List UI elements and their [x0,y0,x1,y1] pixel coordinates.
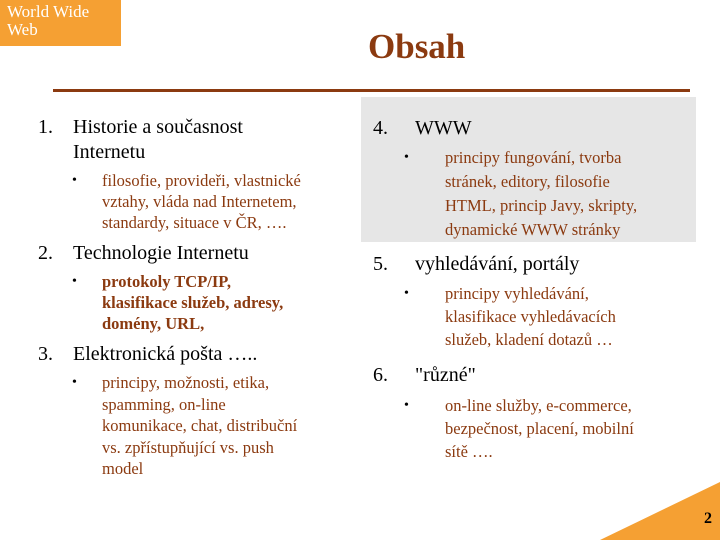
bullet-icon: • [404,286,409,301]
bullet-icon: • [404,150,409,165]
sub-line: stránek, editory, filosofie [445,172,610,191]
sub-line: principy, možnosti, etika, [102,373,270,392]
sub-line: model [102,459,144,478]
item-heading: "různé" [415,364,476,386]
item-heading: Technologie Internetu [73,242,249,264]
sub-line: protokoly TCP/IP, [102,272,231,291]
logo-line-1: World Wide [7,2,90,21]
item-number: 1. [38,116,53,138]
sub-line: principy fungování, tvorba [445,148,622,167]
sub-line: filosofie, provideři, vlastnické [102,171,301,190]
bullet-icon: • [72,375,77,390]
sub-line: sítě …. [445,442,493,461]
item-number: 5. [373,253,388,275]
logo-line-2: Web [7,20,38,39]
item-number: 3. [38,343,53,365]
sub-line: on-line služby, e-commerce, [445,396,632,415]
page-title: Obsah [368,27,466,66]
bullet-icon: • [72,173,77,188]
sub-line: spamming, on-line [102,395,226,414]
sub-line: HTML, princip Javy, skripty, [445,196,638,215]
logo-box [0,0,121,46]
title-divider [53,89,690,92]
sub-line: klasifikace služeb, adresy, [102,293,284,312]
page-number: 2 [704,510,712,527]
sub-line: bezpečnost, placení, mobilní [445,419,634,438]
item-heading: WWW [415,117,472,139]
sub-line: principy vyhledávání, [445,284,589,303]
item-heading: Historie a současnost [73,116,243,138]
item-heading: Internetu [73,141,146,163]
item-number: 6. [373,364,388,386]
bullet-icon: • [404,398,409,413]
sub-line: komunikace, chat, distribuční [102,416,298,435]
sub-line: standardy, situace v ČR, …. [102,213,287,232]
sub-line: služeb, kladení dotazů … [445,330,613,349]
sub-line: vztahy, vláda nad Internetem, [102,192,297,211]
sub-line: vs. zpřístupňující vs. push [102,438,274,457]
item-heading: Elektronická pošta ….. [73,343,258,365]
item-heading: vyhledávání, portály [415,253,580,275]
sub-line: klasifikace vyhledávacích [445,307,616,326]
bullet-icon: • [72,274,77,289]
corner-triangle [600,482,720,540]
sub-line: dynamické WWW stránky [445,220,621,239]
item-number: 4. [373,117,388,139]
sub-line: domény, URL, [102,314,205,333]
item-number: 2. [38,242,53,264]
